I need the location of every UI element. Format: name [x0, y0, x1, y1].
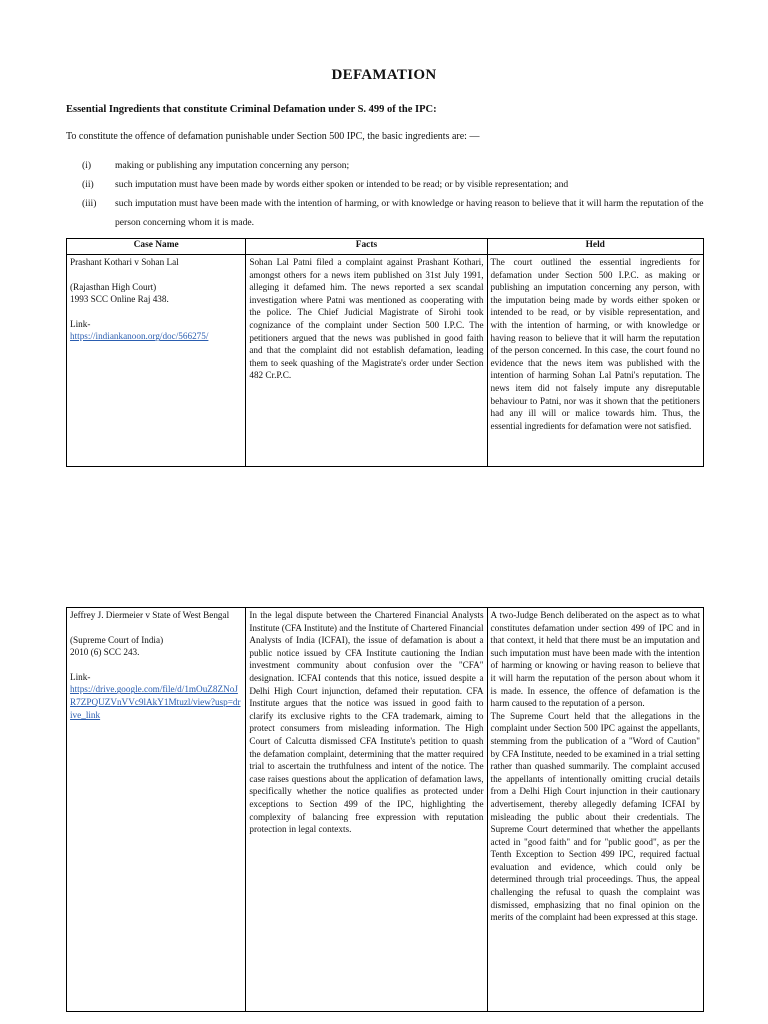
column-header-facts: Facts [246, 239, 487, 255]
case-held: The court outlined the essential ingredients for defamation under Section 500 I.P.C. as making or publishing an imputation concerning any person, with the imputation being made by words either spoken or intended to be read, or by visible representation, and with the intention of harming, or with knowledge or having reason to believe that it will harm the reputation of the person concerned. In this case, the court found no evidence that the news item was published with the intention of harming Sohan Lal Patni's reputation. The news item did not falsely impute any disreputable behaviour to Patni, nor was it shown that the petitioners had any ill will or malice towards him. Thus, the essential ingredients for defamation were not satisfied. [487, 254, 703, 466]
list-item-text: making or publishing any imputation concerning any person; [115, 160, 350, 171]
page-title: DEFAMATION [331, 67, 437, 83]
case-citation: 2010 (6) SCC 243. [70, 647, 140, 658]
table-row [67, 608, 704, 1012]
ingredients-list [82, 156, 707, 232]
table-row [67, 254, 704, 466]
case-held-paragraph: A two-Judge Bench deliberated on the aspect as to what constitutes defamation under section 499 of IPC and in that context, it held that there must be an imputation and such imputation must have been made with the intention of harming or knowing or having reason to believe that it will harm the reputation of the person about whom it is made. In essence, the offence of defamation is the harm caused to the reputation of a person. [490, 610, 700, 709]
case-held-paragraph: The Supreme Court held that the allegations in the complaint under Section 500 IPC against the appellants, stemming from the publication of a "Word of Caution" by CFA Institute, needed to be examined in a trial setting rather than quashed summarily. The complaint accused the appellants of intentionally omitting crucial details from a Delhi High Court injunction in their cautionary advertisement, thereby allegedly defaming ICFAI by misleading the public about their credentials. The Supreme Court determined that whether the appellants acted in "good faith" and for "public good", as per the Tenth Exception to Section 499 IPC, required factual evaluation and evidence, which could only be determined through trial proceedings. Thus, the appeal challenging the refusal to quash the complaint was dismissed, emphasizing that no final opinion on the merits of the complaint had been expressed at this stage. [490, 710, 700, 923]
column-header-held: Held [487, 239, 703, 255]
case-link[interactable]: https://indiankanoon.org/doc/566275/ [70, 331, 209, 342]
case-name: Prashant Kothari v Sohan Lal [70, 256, 179, 267]
case-court: (Rajasthan High Court) [70, 281, 157, 292]
case-link[interactable]: https://drive.google.com/file/d/1mOuZ8ZNoJR7ZPQUZVnVVc9lAkY1Mtuzl/view?usp=drive_link [70, 684, 241, 720]
list-item-text: such imputation must have been made by words either spoken or intended to be read; or by visible representation; and [115, 179, 569, 190]
case-link-label: Link- [70, 318, 91, 329]
case-table [66, 238, 704, 467]
case-facts: Sohan Lal Patni filed a complaint against Prashant Kothari, amongst others for a news item published on 31st July 1991, alleging it defamed him. The news reported a sex scandal investigation where Patni was mentioned as cooperating with the police. The Chief Judicial Magistrate of Sirohi took cognizance of the complaint under Section 500 I.P.C. The petitioners argued that the news was published in good faith and that the complaint did not establish defamation, leading them to seek quashing of the Magistrate's order under Section 482 Cr.P.C. [246, 254, 487, 466]
case-held [487, 608, 703, 1012]
case-court: (Supreme Court of India) [70, 634, 164, 645]
case-name-cell [67, 608, 246, 1012]
case-name-cell [67, 254, 246, 466]
list-item-number: (iii) [82, 198, 97, 209]
case-table [66, 607, 704, 1012]
table-header-row [67, 239, 704, 255]
case-facts: In the legal dispute between the Chartered Financial Analysts Institute (CFA Institute) and the Institute of Chartered Financial Analysts of India (ICFAI), the issue of defamation is about a public notice issued by CFA Institute cautioning the Indian investment community about confusion over the "CFA" designation. ICFAI contends that this notice, issued despite a Delhi High Court injunction, defamed their reputation. CFA Institute argues that the notice was issued in good faith to clarify its exclusive rights to the CFA trademark, aiming to protect consumers from misleading information. The High Court of Calcutta dismissed CFA Institute's petition to quash the defamation complaint, determining that the matter required trial to ascertain the truthfulness and intent of the notice. The case raises questions about the application of defamation laws, specifically whether the notice qualifies as protected under exceptions to Section 499 of the IPC, highlighting the complexity of balancing free expression with reputation protection in legal contexts. [246, 608, 487, 1012]
case-link-label: Link- [70, 671, 91, 682]
case-citation: 1993 SCC Online Raj 438. [70, 294, 169, 305]
list-item [82, 156, 707, 175]
list-item [82, 175, 707, 194]
list-item [82, 194, 707, 232]
list-item-text: such imputation must have been made with the intention of harming, or with knowledge or having reason to believe that it will harm the reputation of the person concerning whom it is made. [115, 198, 704, 228]
intro-paragraph: To constitute the offence of defamation punishable under Section 500 IPC, the basic ingredients are: — [66, 131, 480, 142]
column-header-case-name: Case Name [67, 239, 246, 255]
section-subtitle: Essential Ingredients that constitute Criminal Defamation under S. 499 of the IPC: [66, 104, 437, 115]
list-item-number: (i) [82, 160, 92, 171]
list-item-number: (ii) [82, 179, 94, 190]
case-name: Jeffrey J. Diermeier v State of West Bengal [70, 610, 230, 620]
